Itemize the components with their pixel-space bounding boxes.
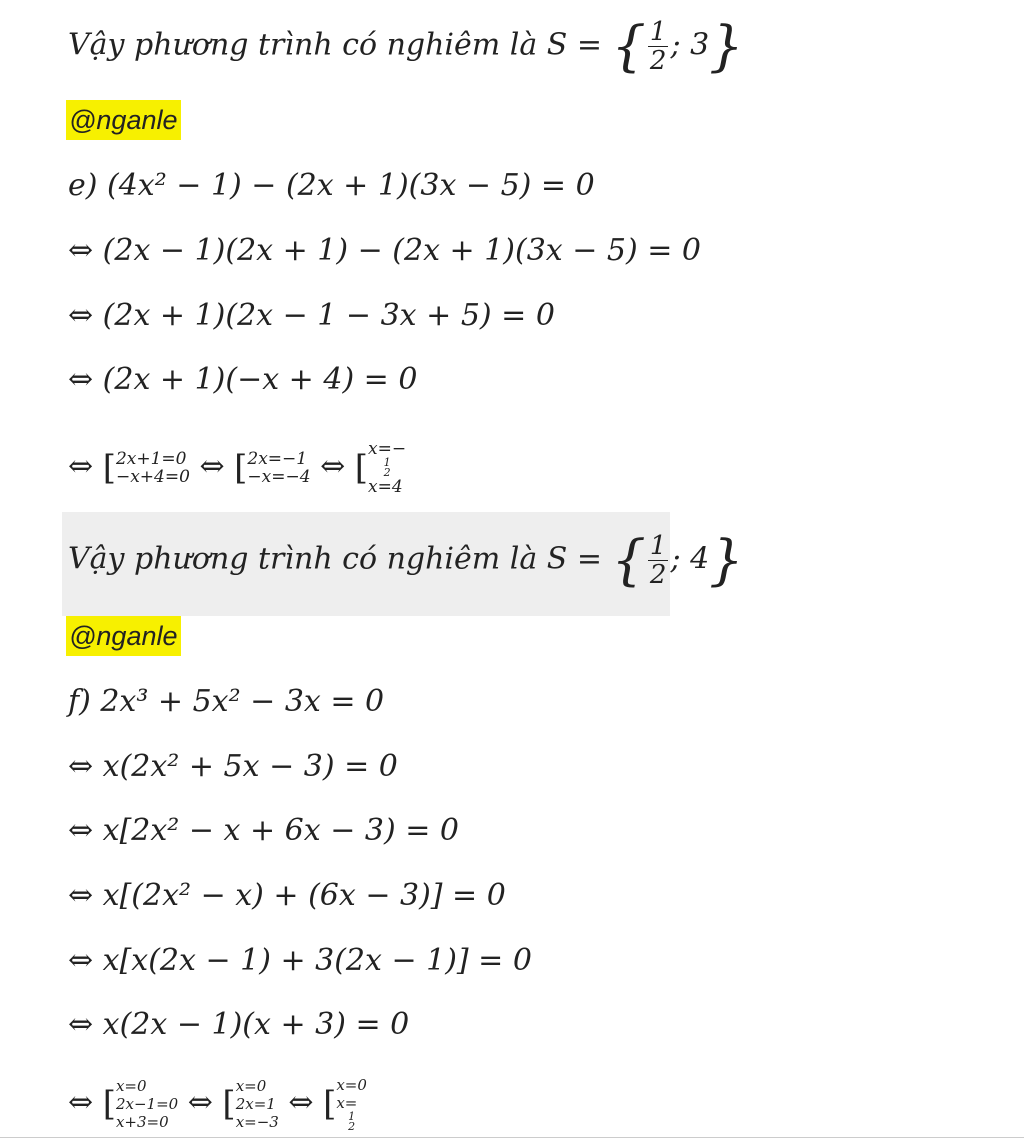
case-system: x=0 2x=1 x=−3 xyxy=(235,1077,279,1131)
eq-f-line-3: ⇔ x[2x² − x + 6x − 3) = 0 xyxy=(68,813,459,848)
page-bottom-border xyxy=(0,1137,1024,1138)
eq-f-line-6: ⇔ x(2x − 1)(x + 3) = 0 xyxy=(68,1007,410,1042)
author-tag: @nganle xyxy=(66,616,181,656)
eq-f-line-1: f) 2x³ + 5x² − 3x = 0 xyxy=(68,684,385,719)
eq-e-line-3: ⇔ (2x + 1)(2x − 1 − 3x + 5) = 0 xyxy=(68,298,555,333)
author-tag: @nganle xyxy=(66,100,181,140)
fraction: $\frac{1}{2}$ xyxy=(649,531,667,590)
eq-f-line-4: ⇔ x[(2x² − x) + (6x − 3)] = 0 xyxy=(68,878,506,913)
solution-text: Vậy phương trình có nghiêm là S = xyxy=(68,541,612,577)
solution-line-1: Vậy phương trình có nghiêm là S = { $\frac{1}{2}$ ; 3} xyxy=(68,14,744,78)
eq-f-line-7: ⇔ [ x=0 2x−1=0 x+3=0 ⇔ [ x=0 2x=1 x=−3 ⇔ [ x=0 x= 1 2 xyxy=(68,1076,367,1133)
eq-f-line-2: ⇔ x(2x² + 5x − 3) = 0 xyxy=(68,749,398,784)
eq-e-line-4: ⇔ (2x + 1)(−x + 4) = 0 xyxy=(68,362,418,397)
case-system: x=0 x= 1 2 xyxy=(336,1076,367,1133)
eq-e-line-5: ⇔ [ 2x+1=0 −x+4=0 ⇔ [ 2x=−1 −x=−4 ⇔ [ x=− 1 2 x=4 xyxy=(68,439,407,497)
case-system: x=− 1 2 x=4 xyxy=(368,439,407,497)
eq-e-line-1: e) (4x² − 1) − (2x + 1)(3x − 5) = 0 xyxy=(68,168,595,203)
case-system: x=0 2x−1=0 x+3=0 xyxy=(115,1077,179,1131)
solution-line-2: Vậy phương trình có nghiêm là S = { $\frac{1}{2}$ ; 4} xyxy=(68,528,744,592)
eq-f-line-5: ⇔ x[x(2x − 1) + 3(2x − 1)] = 0 xyxy=(68,943,532,978)
solution-text: Vậy phương trình có nghiêm là S = xyxy=(68,27,612,63)
case-system: 2x+1=0 −x+4=0 xyxy=(115,449,190,487)
fraction: $\frac{1}{2}$ xyxy=(649,17,667,76)
eq-e-line-2: ⇔ (2x − 1)(2x + 1) − (2x + 1)(3x − 5) = 0 xyxy=(68,233,702,268)
case-system: 2x=−1 −x=−4 xyxy=(247,449,311,487)
